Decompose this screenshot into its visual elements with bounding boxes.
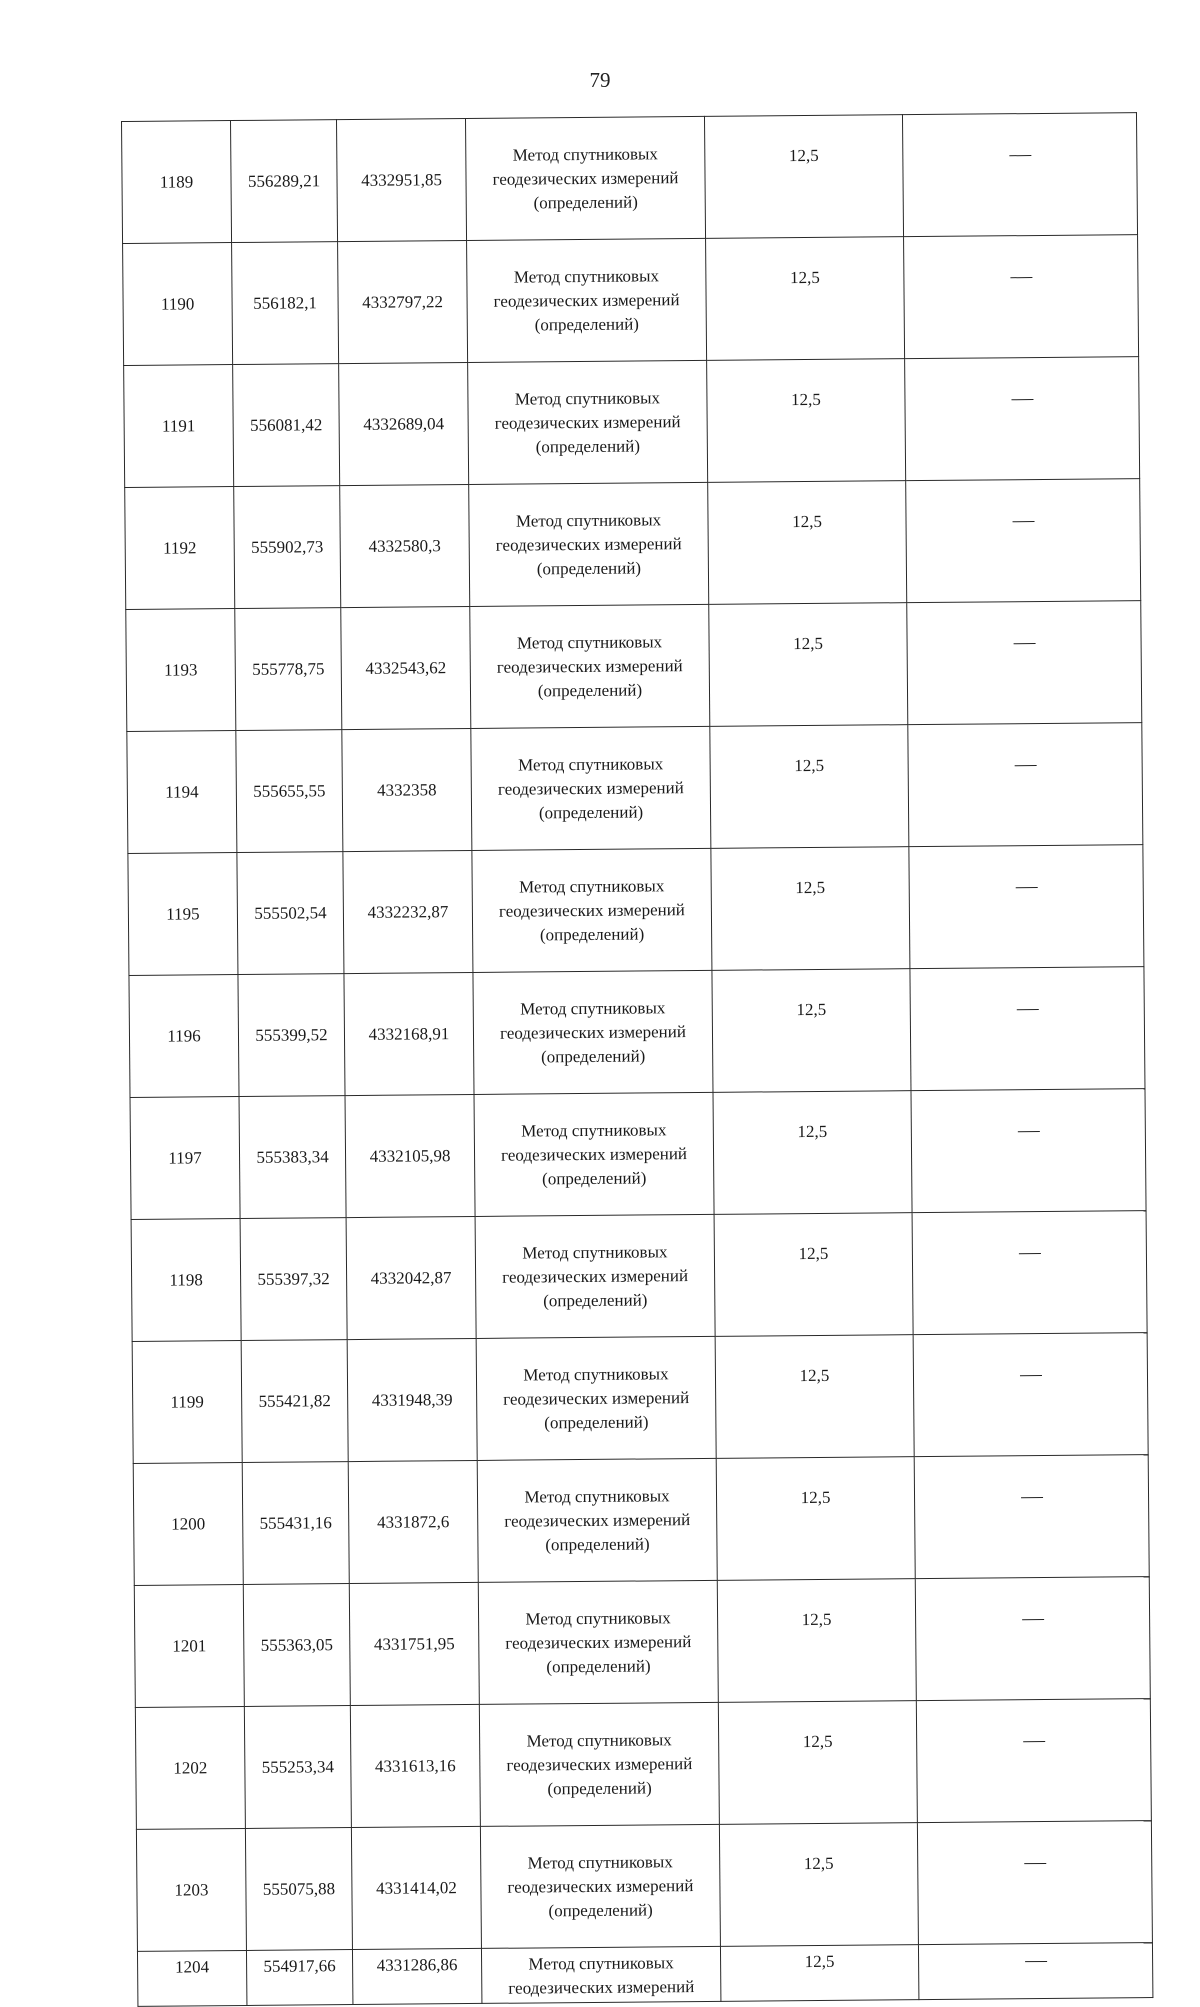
note-cell (914, 1455, 1149, 1579)
x-coordinate-cell: 556289,21 (231, 120, 338, 243)
y-coordinate-cell: 4332358 (342, 728, 472, 851)
accuracy-cell: 12,5 (706, 237, 905, 361)
method-line: (определений) (543, 1289, 648, 1310)
accuracy-cell: 12,5 (711, 847, 910, 971)
method-line: Метод спутниковых (526, 1729, 672, 1751)
dash-mark (1011, 399, 1033, 400)
method-line: геодезических измерений (497, 777, 684, 799)
dash-mark (1023, 1741, 1045, 1742)
point-number-cell: 1197 (130, 1097, 240, 1220)
method-cell (470, 604, 710, 728)
method-cell (476, 1336, 716, 1460)
page-number: 79 (589, 68, 611, 92)
method-line: (определений) (542, 1167, 647, 1188)
accuracy-cell: 12,5 (704, 115, 903, 239)
x-coordinate-cell: 555363,05 (243, 1584, 350, 1707)
accuracy-cell: 12,5 (708, 481, 907, 605)
method-cell (473, 970, 713, 1094)
method-line: (определений) (547, 1777, 652, 1798)
x-coordinate-cell: 555383,34 (239, 1096, 346, 1219)
table-row (134, 1577, 1150, 1708)
accuracy-cell: 12,5 (717, 1579, 916, 1703)
point-number-cell: 1204 (137, 1950, 246, 2006)
dash-mark (1016, 1009, 1038, 1010)
y-coordinate-cell: 4331613,16 (350, 1704, 480, 1827)
y-coordinate-cell: 4331751,95 (349, 1582, 479, 1705)
method-line: геодезических измерений (492, 167, 679, 189)
dash-mark (1014, 765, 1036, 766)
note-cell (908, 723, 1143, 847)
note-cell (905, 357, 1140, 481)
method-line: Метод спутниковых (514, 387, 661, 409)
table-row (129, 967, 1145, 1098)
method-cell (477, 1458, 717, 1582)
method-cell (467, 238, 707, 362)
method-line: Метод спутниковых (512, 143, 658, 165)
x-coordinate-cell: 556182,1 (232, 242, 339, 365)
method-line: геодезических измерений (508, 1977, 695, 1998)
method-cell (469, 482, 709, 606)
y-coordinate-cell: 4331872,6 (348, 1460, 478, 1583)
accuracy-cell: 12,5 (707, 359, 906, 483)
point-number-cell: 1190 (123, 243, 233, 366)
method-line: Метод спутниковых (516, 631, 663, 653)
x-coordinate-cell: 555902,73 (234, 486, 341, 609)
method-line: Метод спутниковых (525, 1607, 671, 1629)
point-number-cell: 1191 (124, 365, 234, 488)
method-cell (479, 1702, 719, 1826)
x-coordinate-cell: 555778,75 (235, 608, 342, 731)
dash-mark (1015, 887, 1037, 888)
point-number-cell: 1200 (133, 1462, 243, 1585)
coordinates-table (121, 112, 1153, 2007)
dash-mark (1024, 1863, 1046, 1864)
y-coordinate-cell: 4332951,85 (336, 118, 466, 241)
method-line: (определений) (539, 923, 645, 944)
method-cell (475, 1214, 715, 1338)
table-row (126, 601, 1142, 732)
note-cell (909, 845, 1144, 969)
table-row (131, 1211, 1147, 1342)
method-line: геодезических измерений (496, 655, 683, 677)
y-coordinate-cell: 4332168,91 (344, 972, 474, 1095)
method-line: (определений) (533, 191, 638, 212)
note-cell (912, 1211, 1147, 1335)
method-line: геодезических измерений (498, 899, 685, 921)
dash-mark (1012, 521, 1034, 522)
dash-mark (1017, 1131, 1039, 1132)
method-line: Метод спутниковых (521, 1119, 667, 1141)
method-line: (определений) (548, 1899, 653, 1920)
method-line: Метод спутниковых (527, 1851, 673, 1873)
method-line: Метод спутниковых (513, 265, 660, 287)
accuracy-cell: 12,5 (713, 1091, 912, 1215)
method-line: геодезических измерений (493, 289, 680, 311)
note-cell (917, 1821, 1152, 1945)
accuracy-cell: 12,5 (712, 969, 911, 1093)
x-coordinate-cell: 555421,82 (241, 1340, 348, 1463)
point-number-cell: 1194 (127, 731, 237, 854)
method-line: (определений) (545, 1533, 650, 1554)
table-row (125, 479, 1141, 610)
point-number-cell: 1202 (135, 1706, 245, 1829)
method-line: геодезических измерений (500, 1143, 688, 1165)
y-coordinate-cell: 4332689,04 (339, 362, 469, 485)
y-coordinate-cell: 4332543,62 (341, 606, 471, 729)
table-row (133, 1455, 1149, 1586)
y-coordinate-cell: 4331286,86 (352, 1948, 481, 2004)
note-cell (910, 967, 1145, 1091)
method-line: геодезических измерений (502, 1265, 689, 1287)
table-row (130, 1089, 1146, 1220)
table-row (122, 113, 1138, 244)
accuracy-cell: 12,5 (716, 1457, 915, 1581)
x-coordinate-cell: 555075,88 (245, 1828, 352, 1951)
table-body (122, 113, 1153, 2007)
table-row (132, 1333, 1148, 1464)
dash-mark (1013, 643, 1035, 644)
method-line: (определений) (538, 801, 644, 822)
x-coordinate-cell: 555397,32 (240, 1218, 347, 1341)
accuracy-cell: 12,5 (718, 1701, 917, 1825)
point-number-cell: 1192 (125, 487, 235, 610)
method-line: геодезических измерений (505, 1631, 692, 1653)
method-line: (определений) (536, 557, 642, 578)
dash-mark (1010, 277, 1032, 278)
dash-mark (1018, 1253, 1040, 1254)
note-cell (906, 479, 1141, 603)
method-line: (определений) (540, 1045, 646, 1066)
point-number-cell: 1199 (132, 1340, 242, 1463)
y-coordinate-cell: 4332797,22 (338, 240, 468, 363)
point-number-cell: 1203 (136, 1828, 246, 1951)
method-line: геодезических измерений (503, 1387, 690, 1409)
method-line: геодезических измерений (506, 1753, 693, 1775)
method-line: Метод спутниковых (519, 875, 665, 897)
dash-mark (1009, 155, 1031, 156)
method-line: геодезических измерений (494, 411, 681, 433)
dash-mark (1022, 1619, 1044, 1620)
method-cell (474, 1092, 714, 1216)
point-number-cell: 1189 (122, 121, 232, 244)
method-line: Метод спутниковых (524, 1485, 670, 1507)
point-number-cell: 1193 (126, 609, 236, 732)
method-line: Метод спутниковых (517, 753, 664, 775)
table-row (127, 723, 1143, 854)
point-number-cell: 1198 (131, 1219, 241, 1342)
x-coordinate-cell: 555431,16 (242, 1462, 349, 1585)
x-coordinate-cell: 555502,54 (237, 852, 344, 975)
accuracy-cell: 12,5 (709, 603, 908, 727)
x-coordinate-cell: 556081,42 (233, 364, 340, 487)
point-number-cell: 1196 (129, 975, 239, 1098)
method-line: (определений) (534, 313, 639, 334)
table-row (123, 235, 1139, 366)
table-row (136, 1821, 1152, 1952)
accuracy-cell: 12,5 (719, 1823, 918, 1947)
method-cell (471, 726, 711, 850)
dash-mark (1019, 1375, 1041, 1376)
method-line: геодезических измерений (507, 1875, 694, 1897)
method-cell (465, 116, 705, 240)
dash-mark (1025, 1961, 1047, 1962)
y-coordinate-cell: 4331414,02 (351, 1826, 481, 1949)
method-line: геодезических измерений (499, 1021, 686, 1043)
table-row (128, 845, 1144, 976)
table-row (137, 1943, 1152, 2007)
method-line: (определений) (537, 679, 643, 700)
method-cell (478, 1580, 718, 1704)
method-line: (определений) (535, 435, 641, 456)
note-cell (916, 1699, 1151, 1823)
method-cell (472, 848, 712, 972)
method-line: Метод спутниковых (520, 997, 666, 1019)
method-cell (480, 1824, 720, 1948)
note-cell (902, 113, 1137, 237)
y-coordinate-cell: 4332232,87 (343, 850, 473, 973)
method-line: (определений) (546, 1655, 651, 1676)
method-line: Метод спутниковых (523, 1363, 669, 1385)
y-coordinate-cell: 4332105,98 (345, 1094, 475, 1217)
method-line: Метод спутниковых (522, 1241, 668, 1263)
point-number-cell: 1195 (128, 853, 238, 976)
x-coordinate-cell: 555655,55 (236, 730, 343, 853)
note-cell (911, 1089, 1146, 1213)
note-cell (907, 601, 1142, 725)
method-line: (определений) (544, 1411, 649, 1432)
dash-mark (1021, 1497, 1043, 1498)
point-number-cell: 1201 (134, 1584, 244, 1707)
x-coordinate-cell: 555253,34 (244, 1706, 351, 1829)
method-line: Метод спутниковых (515, 509, 662, 531)
method-line: Метод спутниковых (528, 1953, 674, 1974)
y-coordinate-cell: 4332042,87 (346, 1216, 476, 1339)
accuracy-cell: 12,5 (714, 1213, 913, 1337)
accuracy-cell: 12,5 (710, 725, 909, 849)
accuracy-cell: 12,5 (720, 1945, 918, 2002)
method-cell (481, 1946, 720, 2003)
table-row (124, 357, 1140, 488)
table-row (135, 1699, 1151, 1830)
x-coordinate-cell: 554917,66 (246, 1950, 352, 2006)
y-coordinate-cell: 4331948,39 (347, 1338, 477, 1461)
note-cell (918, 1943, 1152, 2000)
x-coordinate-cell: 555399,52 (238, 974, 345, 1097)
y-coordinate-cell: 4332580,3 (340, 484, 470, 607)
note-cell (915, 1577, 1150, 1701)
note-cell (904, 235, 1139, 359)
method-line: геодезических измерений (504, 1509, 691, 1531)
method-cell (468, 360, 708, 484)
accuracy-cell: 12,5 (715, 1335, 914, 1459)
method-line: геодезических измерений (495, 533, 682, 555)
note-cell (913, 1333, 1148, 1457)
